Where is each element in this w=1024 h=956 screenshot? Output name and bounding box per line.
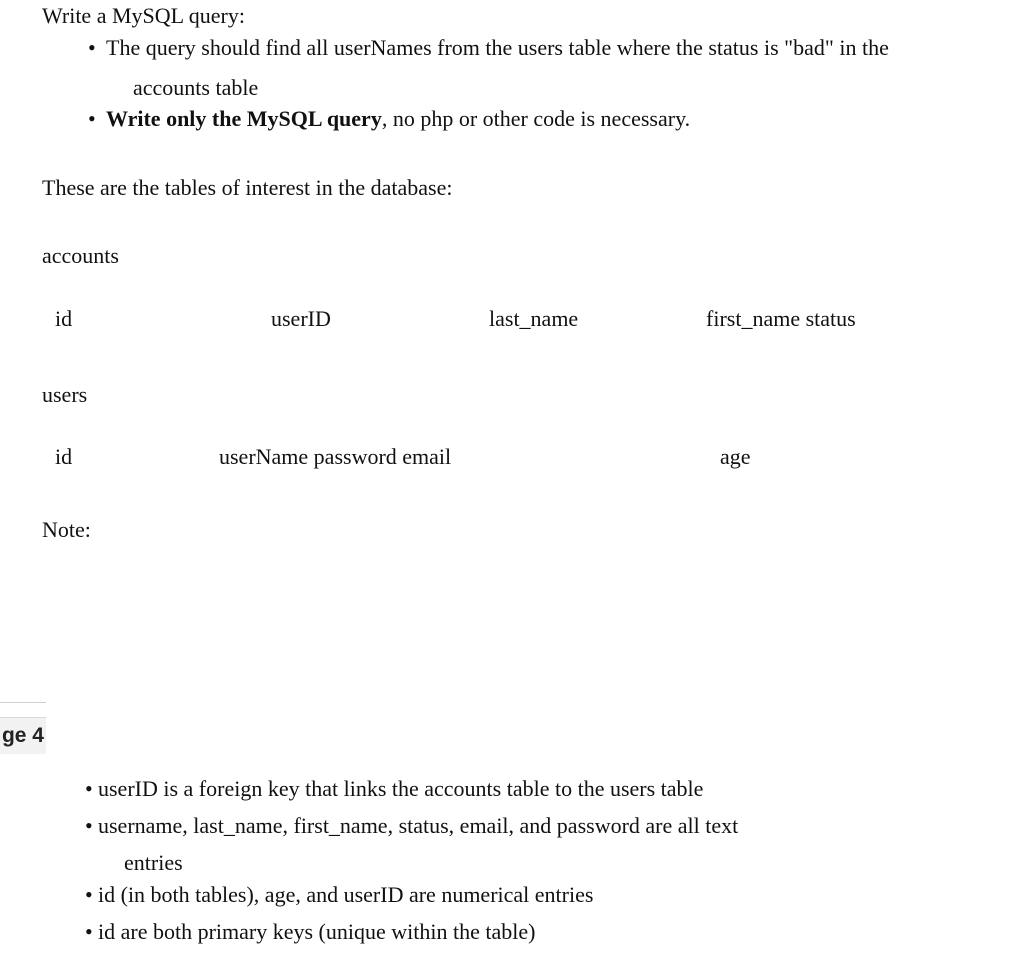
users-column-id: id: [55, 444, 73, 469]
instruction-bullet-2: [106, 108, 690, 130]
users-column-username-password-email: userName password email: [219, 444, 452, 469]
note-item-4: id are both primary keys (unique within the table): [98, 919, 536, 944]
bullet-icon: •: [85, 813, 93, 838]
bullet-icon: •: [88, 35, 96, 60]
page-divider: [0, 702, 46, 703]
page-number-text: ge 4: [1, 724, 44, 747]
bullet-icon: •: [85, 882, 93, 907]
instruction-bullet-1: The query should find all userNames from the users table where the status is "bad" in the: [106, 35, 889, 60]
accounts-column-last-name: last_name: [489, 306, 579, 331]
note-item-1: userID is a foreign key that links the accounts table to the users table: [98, 776, 704, 801]
note-item-3: id (in both tables), age, and userID are numerical entries: [98, 882, 594, 907]
instruction-bullet-2-rest: , no php or other code is necessary.: [381, 106, 691, 131]
tables-intro: These are the tables of interest in the database:: [42, 175, 453, 200]
instruction-bullet-2-bold: Write only the MySQL query: [106, 106, 382, 131]
instruction-bullet-1-continued: accounts table: [133, 75, 259, 100]
note-label: Note:: [42, 517, 91, 542]
accounts-column-first-name-status: first_name status: [706, 306, 856, 331]
bullet-icon: •: [85, 776, 93, 801]
users-table-title: users: [42, 382, 88, 407]
accounts-table-title: accounts: [42, 243, 119, 268]
users-column-age: age: [720, 444, 751, 469]
note-item-2-continued: entries: [124, 850, 183, 875]
accounts-column-id: id: [55, 306, 73, 331]
accounts-column-userid: userID: [271, 306, 331, 331]
bullet-icon: •: [85, 919, 93, 944]
note-item-2: username, last_name, first_name, status, email, and password are all text: [98, 813, 739, 838]
instruction-heading: Write a MySQL query:: [42, 3, 245, 28]
bullet-icon: •: [88, 106, 96, 131]
page-number-label: [0, 717, 46, 754]
